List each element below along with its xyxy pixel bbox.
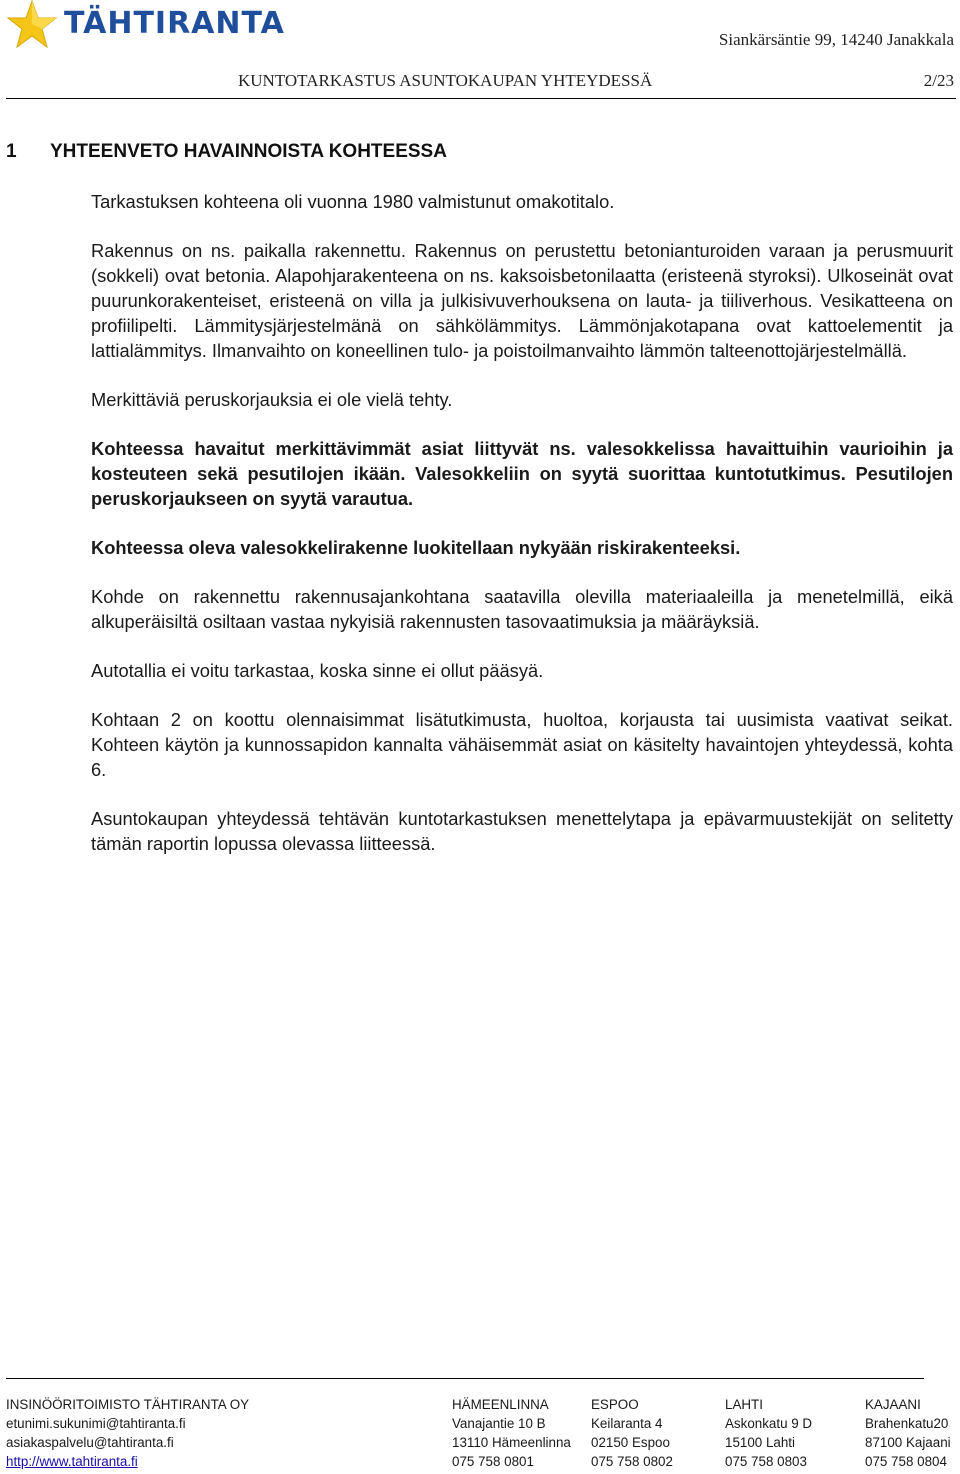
footer-office-kajaani xyxy=(865,1395,951,1471)
paragraph-garage: Autotallia ei voitu tarkastaa, koska sinne ei ollut pääsyä. xyxy=(91,660,544,681)
section-heading xyxy=(6,141,447,163)
company-address: Siankärsäntie 99, 14240 Janakkala xyxy=(718,30,954,49)
paragraph-construction: Rakennus on ns. paikalla rakennettu. Rakennus on perustettu betonianturoiden varaan ja perusmuurit (sokkeli) ovat betonia. Alapohjarakenteena on ns. kaksoisbetonilaatta (eristeenä styroksi). Ulkoseinät ovat puurunkorakenteiset, eristeenä on villa ja julkisivuverhouksena on lauta- ja tiiliverhous. Vesikatteena on profiilipelti. Lämmitysjärjestelmänä on sähkölämmitys. Lämmönjakotapana ovat kattoelementit ja lattialämmitys. Ilmanvaihto on koneellinen tulo- ja poistoilmanvaihto lämmön talteenottojärjestelmällä. xyxy=(91,240,953,361)
office-phone: 075 758 0801 xyxy=(452,1454,534,1469)
office-phone: 075 758 0804 xyxy=(865,1454,947,1469)
footer-company xyxy=(6,1395,249,1471)
office-street: Keilaranta 4 xyxy=(591,1416,663,1431)
office-phone: 075 758 0803 xyxy=(725,1454,807,1469)
office-street: Brahenkatu20 xyxy=(865,1416,949,1431)
office-street: Vanajantie 10 B xyxy=(452,1416,546,1431)
document-title: KUNTOTARKASTUS ASUNTOKAUPAN YHTEYDESSÄ xyxy=(238,71,653,90)
office-postal: 15100 Lahti xyxy=(725,1435,795,1450)
paragraph-key-findings: Kohteessa havaitut merkittävimmät asiat liittyvät ns. valesokkelissa havaittuihin vaurioihin ja kosteuteen sekä pesutilojen ikään. Valesokkeliin on syytä suorittaa kuntotutkimus. Pesutilojen peruskorjaukseen on syytä varautua. xyxy=(91,438,953,509)
company-website-link[interactable]: http://www.tahtiranta.fi xyxy=(6,1454,138,1469)
company-email-service: asiakaspalvelu@tahtiranta.fi xyxy=(6,1435,174,1450)
office-city: ESPOO xyxy=(591,1397,639,1412)
paragraph-renovations: Merkittäviä peruskorjauksia ei ole vielä tehty. xyxy=(91,389,453,410)
office-phone: 075 758 0802 xyxy=(591,1454,673,1469)
office-postal: 13110 Hämeenlinna xyxy=(452,1435,571,1450)
header-divider xyxy=(6,98,956,99)
paragraph-risk-structure: Kohteessa oleva valesokkelirakenne luokitellaan nykyään riskirakenteeksi. xyxy=(91,537,741,558)
star-icon xyxy=(6,0,58,50)
company-logo xyxy=(6,0,336,52)
company-email-personal: etunimi.sukunimi@tahtiranta.fi xyxy=(6,1416,186,1431)
office-street: Askonkatu 9 D xyxy=(725,1416,813,1431)
office-postal: 87100 Kajaani xyxy=(865,1435,951,1450)
footer-office-hameenlinna xyxy=(452,1395,571,1471)
office-city: LAHTI xyxy=(725,1397,763,1412)
office-city: KAJAANI xyxy=(865,1397,921,1412)
company-name: INSINÖÖRITOIMISTO TÄHTIRANTA OY xyxy=(6,1397,250,1412)
section-number: 1 xyxy=(6,141,17,162)
office-city: HÄMEENLINNA xyxy=(452,1397,549,1412)
footer-divider xyxy=(6,1378,924,1379)
paragraph-intro: Tarkastuksen kohteena oli vuonna 1980 valmistunut omakotitalo. xyxy=(91,191,615,212)
paragraph-standards: Kohde on rakennettu rakennusajankohtana saatavilla olevilla materiaaleilla ja menetelmillä, eikä alkuperäisiltä osiltaan vastaa nykyisiä rakennusten tasovaatimuksia ja määräyksiä. xyxy=(91,586,953,632)
office-postal: 02150 Espoo xyxy=(591,1435,670,1450)
paragraph-section-refs: Kohtaan 2 on koottu olennaisimmat lisätutkimusta, huoltoa, korjausta tai uusimista vaativat seikat. Kohteen käytön ja kunnossapidon kannalta vähäisemmät asiat on käsitelty havaintojen yhteydessä, kohta 6. xyxy=(91,709,953,780)
section-title: YHTEENVETO HAVAINNOISTA KOHTEESSA xyxy=(50,141,447,162)
paragraph-methodology: Asuntokaupan yhteydessä tehtävän kuntotarkastuksen menettelytapa ja epävarmuustekijät on selitetty tämän raportin lopussa olevassa liitteessä. xyxy=(91,808,953,854)
logo-text: TÄHTIRANTA xyxy=(64,6,285,41)
footer-office-lahti xyxy=(725,1395,812,1471)
page-number: 2/23 xyxy=(923,71,954,90)
report-body xyxy=(91,189,953,880)
footer-office-espoo xyxy=(591,1395,673,1471)
